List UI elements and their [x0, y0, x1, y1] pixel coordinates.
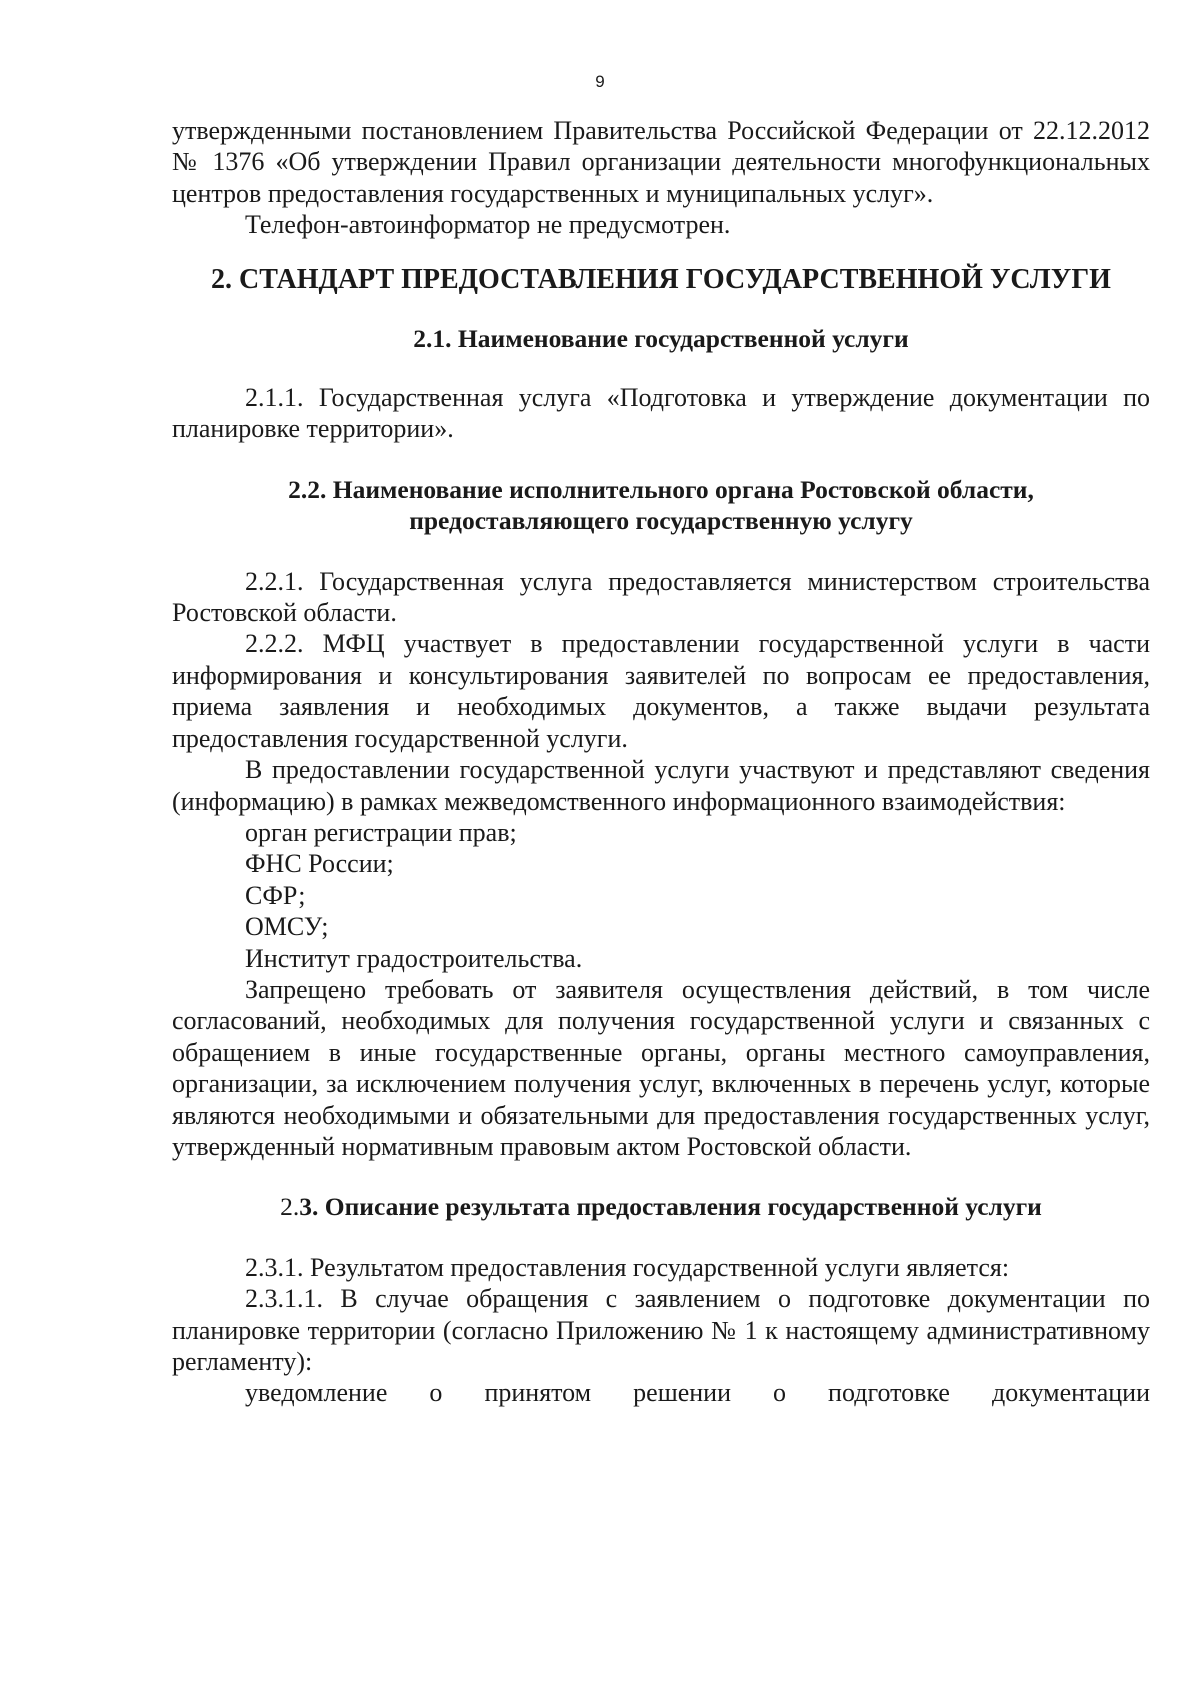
- paragraph-prohibited-requirements: Запрещено требовать от заявителя осуществления действий, в том числе согласований, необходимых для получения государственной услуги и связанных с обращением в иные государственные органы, органы местного самоуправления, организации, за исключением получения услуг, включенных в перечень услуг, которые являются необходимыми и обязательными для предоставления государственных услуг, утвержденный нормативным правовым актом Ростовской области.: [172, 974, 1150, 1161]
- subsection-2-1-title: 2.1. Наименование государственной услуги: [413, 323, 909, 353]
- page-number: 9: [595, 72, 605, 91]
- subsection-2-2-title-line2: предоставляющего государственную услугу: [409, 506, 913, 536]
- list-item: СФР;: [245, 880, 306, 910]
- list-item: ФНС России;: [245, 849, 394, 879]
- subsection-2-2-title-line1: 2.2. Наименование исполнительного органа Ростовской области,: [288, 474, 1034, 504]
- paragraph-2-2-2: 2.2.2. МФЦ участвует в предоставлении государственной услуги в части информирования и консультирования заявителей по вопросам ее предоставления, приема заявления и необходимых документов, а также выдачи результата предоставления государственной услуги.: [172, 629, 1150, 753]
- paragraph-2-3-1-1: 2.3.1.1. В случае обращения с заявлением о подготовке документации по планировке территории (согласно Приложению № 1 к настоящему административному регламенту):: [172, 1284, 1150, 1376]
- subsection-2-3-title-text: 3. Описание результата предоставления государственной услуги: [299, 1192, 1042, 1222]
- paragraph-autoinformer: Телефон-автоинформатор не предусмотрен.: [245, 210, 731, 240]
- paragraph-participants: В предоставлении государственной услуги участвуют и представляют сведения (информацию) в рамках межведомственного информационного взаимодействия:: [172, 755, 1150, 816]
- document-body: [172, 115, 1150, 1409]
- list-item: ОМСУ;: [245, 912, 329, 942]
- list-item: Институт градостроительства.: [245, 943, 583, 973]
- section-2-title: 2. СТАНДАРТ ПРЕДОСТАВЛЕНИЯ ГОСУДАРСТВЕННОЙ УСЛУГИ: [211, 263, 1111, 295]
- list-item: орган регистрации прав;: [245, 817, 517, 847]
- paragraph-2-3-1: 2.3.1. Результатом предоставления государственной услуги является:: [245, 1252, 1010, 1282]
- subsection-2-3-number-prefix: 2.: [280, 1192, 300, 1222]
- paragraph-2-2-1: 2.2.1. Государственная услуга предоставляется министерством строительства Ростовской области.: [172, 566, 1150, 628]
- paragraph-intro-continuation: утвержденными постановлением Правительства Российской Федерации от 22.12.2012 № 1376 «Об утверждении Правил организации деятельности многофункциональных центров предоставления государственных и муниципальных услуг».: [172, 116, 1150, 208]
- paragraph-notification-start: уведомление о принятом решении о подготовке документации: [245, 1378, 1150, 1408]
- paragraph-2-1-1: 2.1.1. Государственная услуга «Подготовка и утверждение документации по планировке территории».: [172, 383, 1150, 444]
- subsection-2-3-title: [172, 1191, 1150, 1222]
